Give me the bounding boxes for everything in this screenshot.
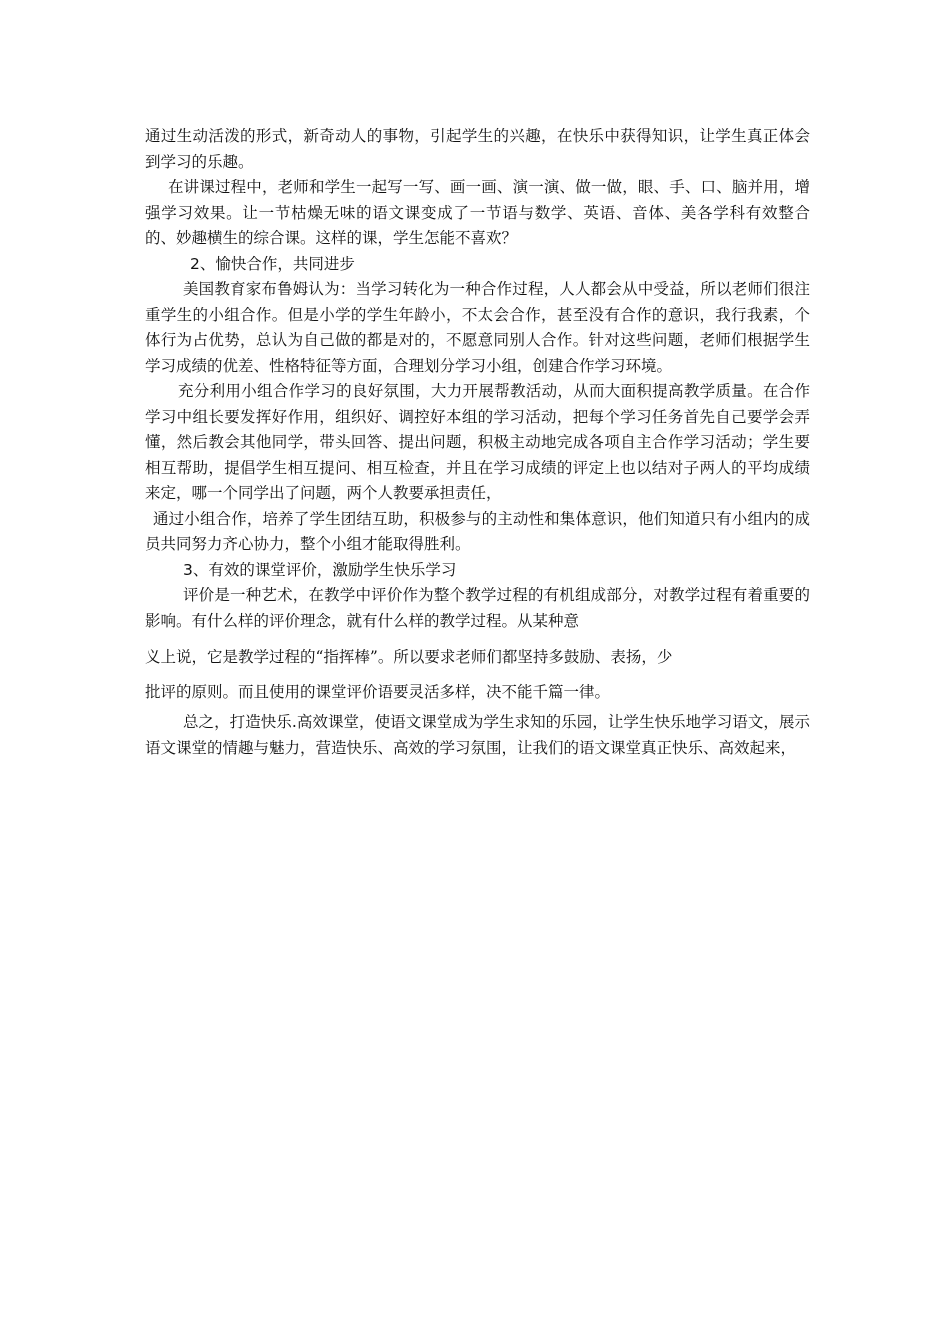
paragraph-evaluation-baton: 义上说，它是教学过程的“指挥棒”。所以要求老师们都坚持多鼓励、表扬，少 xyxy=(145,648,673,666)
paragraph-group-learning: 充分利用小组合作学习的良好氛围，大力开展帮教活动，从而大面积提高教学质量。在合作学习中组长要发挥好作用，组织好、调控好本组的学习活动，把每个学习任务首先自己要学会弄懂，然后教会其他同学，带头回答、提出问题，积极主动地完成各项自主合作学习活动；学生要相互帮助，提倡学生相互提问、相互检查，并且在学习成绩的评定上也以结对子两人的平均成绩来定，哪一个同学出了问题，两个人教要承担责任， xyxy=(145,382,810,502)
section-heading-evaluation: 3、有效的课堂评价，激励学生快乐学习 xyxy=(183,560,457,579)
paragraph-evaluation-principle: 批评的原则。而且使用的课堂评价语要灵活多样，决不能千篇一律。 xyxy=(145,683,611,701)
paragraph-evaluation-art: 评价是一种艺术，在教学中评价作为整个教学过程的有机组成部分，对教学过程有着重要的影响。有什么样的评价理念，就有什么样的教学过程。从某种意 xyxy=(145,586,810,630)
paragraph-bloom: 美国教育家布鲁姆认为：当学习转化为一种合作过程，人人都会从中受益，所以老师们很注重学生的小组合作。但是小学的学生年龄小，不太会合作，甚至没有合作的意识，我行我素，个体行为占优势，总认为自己做的都是对的，不愿意同别人合作。针对这些问题，老师们根据学生学习成绩的优差、性格特征等方面，合理划分学习小组，创建合作学习环境。 xyxy=(145,280,810,375)
section-heading-cooperation: 2、愉快合作，共同进步 xyxy=(190,254,355,273)
paragraph-lecture-process: 在讲课过程中，老师和学生一起写一写、画一画、演一演、做一做，眼、手、口、脑并用，增强学习效果。让一节枯燥无味的语文课变成了一节语与数学、英语、音体、美各学科有效整合的、妙趣横生的综合课。这样的课，学生怎能不喜欢？ xyxy=(145,178,810,247)
paragraph-conclusion: 总之，打造快乐.高效课堂，使语文课堂成为学生求知的乐园，让学生快乐地学习语文，展示语文课堂的情趣与魅力，营造快乐、高效的学习氛围，让我们的语文课堂真正快乐、高效起来， xyxy=(145,713,810,757)
paragraph-activities: 通过生动活泼的形式，新奇动人的事物，引起学生的兴趣，在快乐中获得知识，让学生真正体会到学习的乐趣。 xyxy=(145,127,810,171)
paragraph-group-cooperation: 通过小组合作，培养了学生团结互助，积极参与的主动性和集体意识，他们知道只有小组内的成员共同努力齐心协力，整个小组才能取得胜利。 xyxy=(145,509,810,553)
document-body xyxy=(145,124,810,761)
